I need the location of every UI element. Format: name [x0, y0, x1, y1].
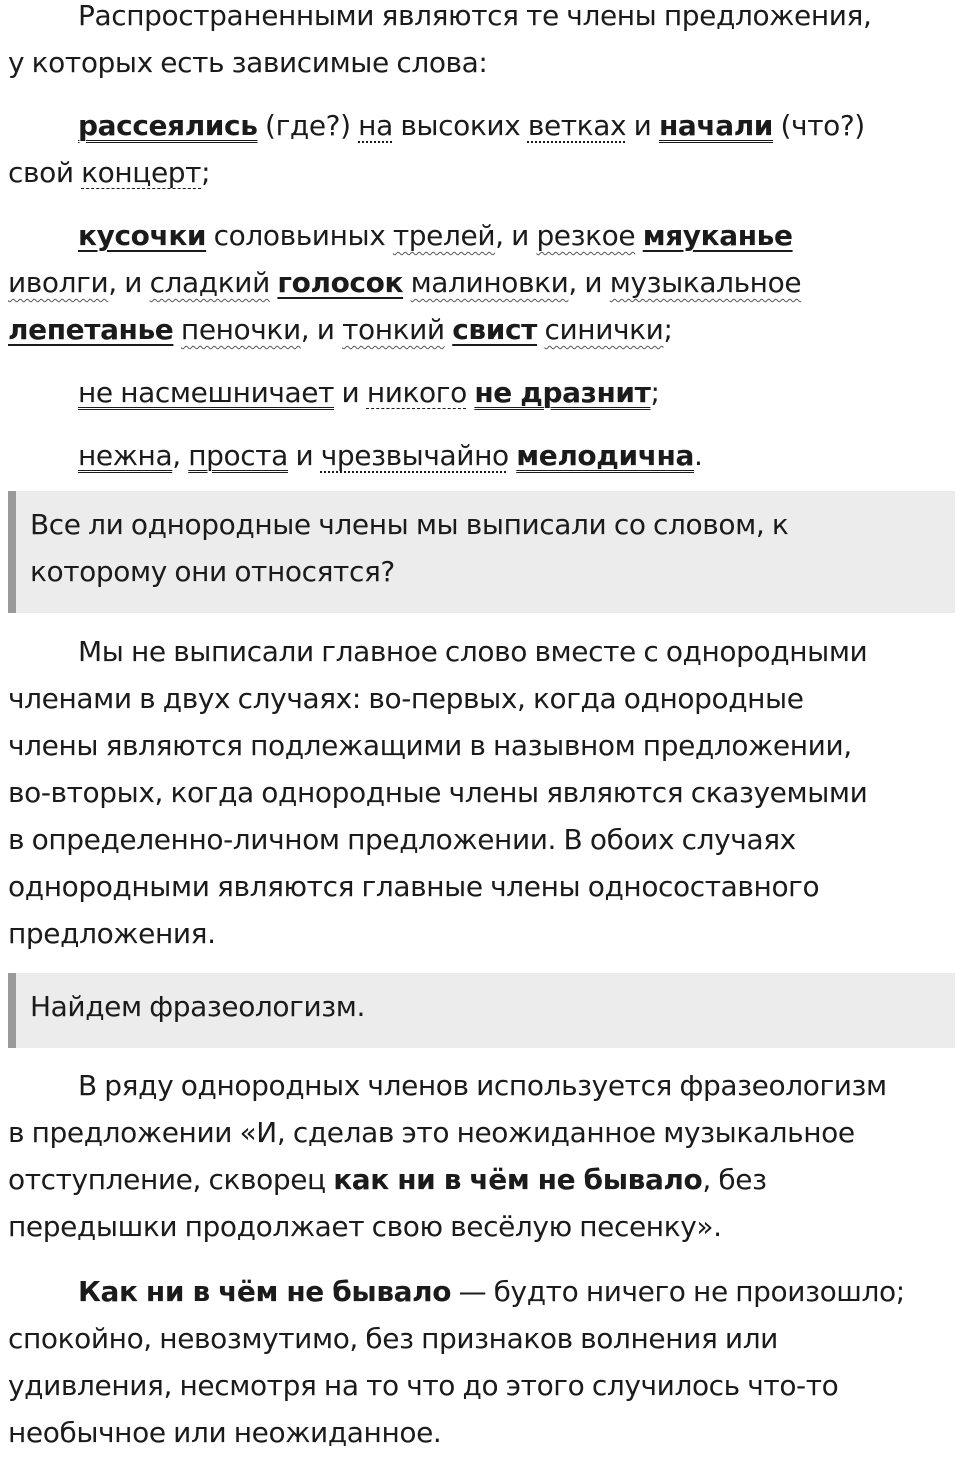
adverbial-word: на	[358, 109, 393, 142]
predicate-word: проста	[188, 439, 288, 472]
adverbial-word: ветках	[527, 109, 627, 142]
text: ;	[650, 376, 660, 409]
text: ,	[172, 439, 189, 472]
example-line	[8, 102, 865, 149]
answer-line: во-вторых, когда однородные члены являются сказуемыми	[8, 776, 868, 809]
attribute-word: пеночки	[180, 313, 301, 346]
text: свой	[8, 156, 82, 189]
example-line	[8, 212, 801, 259]
subject-word: свист	[452, 313, 537, 346]
definition-term: Как ни в чём не бывало	[78, 1275, 452, 1308]
attribute-word: малиновки	[410, 266, 569, 299]
predicate-word: не дразнит	[474, 376, 651, 409]
text: высоких	[392, 109, 528, 142]
text: , и	[568, 266, 610, 299]
answer-line: в определенно-личном предложении. В обоих случаях	[8, 823, 796, 856]
text	[173, 313, 181, 346]
example-line	[8, 259, 801, 306]
text: и	[334, 376, 367, 409]
text: соловьиных	[206, 219, 393, 252]
example-1	[8, 102, 865, 196]
intro-line: у которых есть зависимые слова:	[8, 46, 488, 79]
answer-line: предложения.	[8, 917, 216, 950]
example-line	[8, 306, 801, 353]
intro-paragraph	[8, 0, 871, 86]
question-line: которому они относятся?	[30, 555, 395, 588]
predicate-word: начали	[658, 109, 774, 142]
attribute-word: синички	[544, 313, 664, 346]
object-word: концерт	[81, 156, 202, 189]
subject-word: мяуканье	[642, 219, 793, 252]
question-line: Найдем фразеологизм.	[30, 990, 365, 1023]
subject-word: голосок	[277, 266, 404, 299]
predicate-word: рассеялись	[78, 109, 258, 142]
answer-line: в предложении «И, сделав это неожиданное музыкальное	[8, 1116, 855, 1149]
attribute-word: сладкий	[149, 266, 270, 299]
text: , и	[495, 219, 537, 252]
intro-line: Распространенными являются те члены предложения,	[78, 0, 872, 32]
text: — будто ничего не произошло;	[451, 1275, 905, 1308]
question-box	[8, 973, 955, 1048]
definition-line: удивления, несмотря на то что до этого случилось что-то	[8, 1369, 839, 1402]
text: , и	[300, 313, 343, 346]
text: , и	[108, 266, 150, 299]
adverbial-word: чрезвычайно	[320, 439, 509, 472]
attribute-word: музыкальное	[609, 266, 802, 299]
text: (где?)	[257, 109, 359, 142]
text	[403, 266, 411, 299]
answer-line: передышки продолжает свою весёлую песенку».	[8, 1210, 722, 1243]
definition-line: спокойно, невозмутимо, без признаков волнения или	[8, 1322, 778, 1355]
text: ;	[663, 313, 673, 346]
answer-paragraph	[8, 1062, 887, 1250]
example-2	[8, 212, 801, 353]
text: ;	[201, 156, 211, 189]
subject-word: кусочки	[78, 219, 207, 252]
definition-line	[8, 1268, 905, 1315]
example-3	[8, 369, 660, 416]
text: отступление, скворец	[8, 1163, 334, 1196]
attribute-word: трелей	[392, 219, 496, 252]
attribute-word: резкое	[536, 219, 636, 252]
answer-line	[8, 1156, 887, 1203]
answer-paragraph	[8, 628, 867, 957]
predicate-word: не насмешничает	[78, 376, 335, 409]
example-line	[8, 149, 865, 196]
text: и	[287, 439, 321, 472]
text: (что?)	[773, 109, 865, 142]
phraseologism: как ни в чём не бывало	[333, 1163, 703, 1196]
text	[635, 219, 643, 252]
predicate-word: мелодична	[516, 439, 694, 472]
text: и	[626, 109, 659, 142]
example-4	[8, 432, 702, 479]
answer-line: Мы не выписали главное слово вместе с однородными	[78, 635, 868, 668]
text: , без	[702, 1163, 767, 1196]
attribute-word: тонкий	[342, 313, 445, 346]
subject-word: лепетанье	[8, 313, 174, 346]
text: .	[693, 439, 703, 472]
example-line	[8, 369, 660, 416]
answer-line: членами в двух случаях: во-первых, когда однородные	[8, 682, 804, 715]
answer-line: члены являются подлежащими в назывном предложении,	[8, 729, 852, 762]
example-line	[8, 432, 702, 479]
question-line: Все ли однородные члены мы выписали со словом, к	[30, 508, 789, 541]
answer-line: однородными являются главные члены односоставного	[8, 870, 820, 903]
definition-line: необычное или неожиданное.	[8, 1416, 442, 1449]
text	[537, 313, 545, 346]
attribute-word: иволги	[8, 266, 109, 299]
definition-paragraph	[8, 1268, 905, 1456]
answer-line: В ряду однородных членов используется фразеологизм	[78, 1069, 887, 1102]
object-word: никого	[366, 376, 467, 409]
question-box	[8, 491, 955, 613]
predicate-word: нежна	[78, 439, 173, 472]
